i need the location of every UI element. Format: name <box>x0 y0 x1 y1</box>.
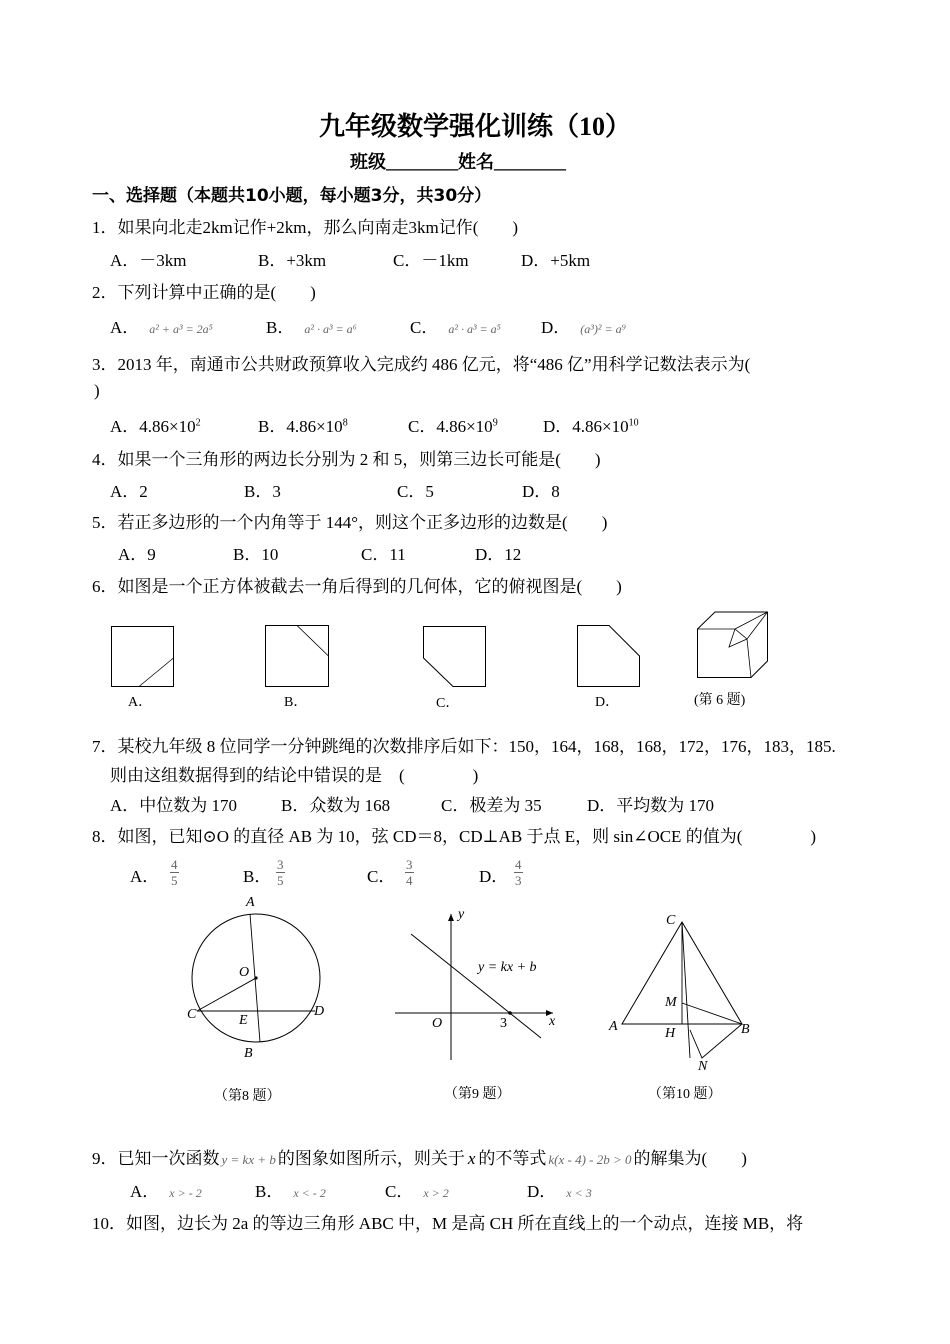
q6-option-c: C． <box>436 696 460 711</box>
q8-frac-c-den: 4 <box>406 873 413 888</box>
q8-frac-b-num: 3 <box>277 857 284 872</box>
fig8-center-point <box>254 976 257 979</box>
q8-frac-c <box>405 857 414 888</box>
section-heading: 一、选择题（本题共10小题，每小题3分，共30分） <box>92 186 492 206</box>
fig10-segment-bn <box>690 1024 742 1058</box>
q7-option-d: D．平均数为 170 <box>587 796 715 815</box>
q9-option-a-label: A． <box>130 1182 160 1201</box>
q10-stem: 10．如图，边长为 2a 的等边三角形 ABC 中，M 是高 CH 所在直线上的一个动点，连接 MB，将 <box>92 1214 804 1233</box>
q9-option-c-label: C． <box>385 1182 414 1201</box>
fig8-label-a: A <box>246 895 255 910</box>
q2-expr-b: a² · a³ = a⁶ <box>304 322 357 336</box>
q6-cube-figure <box>697 611 769 679</box>
q5-option-b: B．10 <box>233 545 279 564</box>
fig10-label-n: N <box>698 1059 708 1074</box>
fig10-label-b: B <box>741 1022 750 1037</box>
fig9-equation: y = kx + b <box>478 960 537 975</box>
q3-option-a <box>110 412 201 437</box>
q8-option-d: D． <box>479 867 509 886</box>
q6-option-a: A． <box>128 695 153 710</box>
fig10-segment-mb <box>682 1003 742 1024</box>
fig8-caption: （第8 题） <box>214 1089 281 1104</box>
q4-stem: 4．如果一个三角形的两边长分别为 2 和 5，则第三边长可能是( ) <box>92 450 601 469</box>
q8-option-a: A． <box>130 867 160 886</box>
fig10-label-a: A <box>609 1019 618 1034</box>
fig9-line <box>411 934 541 1038</box>
q5-option-a: A．9 <box>118 545 156 564</box>
q2-option-b <box>266 313 357 338</box>
q2-option-a <box>110 313 213 338</box>
q8-frac-d-den: 3 <box>515 873 522 888</box>
fig8-label-b: B <box>244 1046 253 1061</box>
q9-expr-b: x < - 2 <box>293 1186 326 1200</box>
q3-option-a-exp: 2 <box>195 417 201 429</box>
q9-stem-d: 的解集为( ) <box>633 1149 747 1168</box>
q5-option-c: C．11 <box>361 545 406 564</box>
q5-stem: 5．若正多边形的一个内角等于 144°，则这个正多边形的边数是( ) <box>92 513 608 532</box>
q7-stem: 7．某校九年级 8 位同学一分钟跳绳的次数排序后如下：150，164，168，168，172，176，183，185. <box>92 737 836 756</box>
q8-option-c: C． <box>367 867 396 886</box>
q4-option-c: C．5 <box>397 482 434 501</box>
q8-frac-d <box>514 857 523 888</box>
q9-expr-c: x > 2 <box>423 1186 449 1200</box>
q4-option-d: D．8 <box>522 482 560 501</box>
page-title: 九年级数学强化训练（10） <box>318 112 631 141</box>
q3-option-a-base: A．4.86×10 <box>110 417 196 436</box>
q2-option-d-label: D． <box>541 318 571 337</box>
q3-option-b-base: B．4.86×10 <box>258 417 343 436</box>
q6-caption: (第 6 题) <box>694 693 746 708</box>
class-label: 班级 <box>350 152 386 172</box>
q7-stem-cont: 则由这组数据得到的结论中错误的是 ( ) <box>110 766 479 785</box>
q8-frac-a-num: 4 <box>171 857 178 872</box>
q6-option-b: B． <box>284 695 308 710</box>
q2-expr-a: a² + a³ = 2a⁵ <box>149 322 213 336</box>
q9-stem-b: 的图象如图所示，则关于 <box>277 1149 465 1168</box>
q1-option-d: D．+5km <box>521 251 591 270</box>
q3-option-c-base: C．4.86×10 <box>408 417 493 436</box>
q8-frac-a <box>170 857 179 888</box>
class-name-line <box>350 148 566 174</box>
q3-option-b-exp: 8 <box>342 417 348 429</box>
q9-stem <box>92 1144 747 1169</box>
q2-option-a-label: A． <box>110 318 140 337</box>
fig9-intercept-point <box>508 1011 512 1015</box>
q1-option-b: B．+3km <box>258 251 327 270</box>
q2-expr-d: (a³)² = a⁹ <box>580 322 626 336</box>
fig10-label-h: H <box>665 1026 676 1041</box>
q8-frac-b <box>276 857 285 888</box>
fig9-label-y: y <box>458 907 465 922</box>
fig8-label-c: C <box>187 1007 197 1022</box>
q2-option-c <box>410 313 501 338</box>
q8-frac-c-num: 3 <box>406 857 413 872</box>
q3-option-d-exp: 10 <box>628 417 639 429</box>
fig9-label-x: x <box>549 1014 556 1029</box>
q3-option-d-base: D．4.86×10 <box>543 417 629 436</box>
q6-figure-c <box>423 626 487 688</box>
fig8-circle-diagram <box>190 910 326 1048</box>
q2-stem: 2．下列计算中正确的是( ) <box>92 283 316 302</box>
fig9-graph <box>395 912 560 1062</box>
q1-stem: 1．如果向北走2km记作+2km，那么向南走3km记作( ) <box>92 218 519 237</box>
fig8-label-d: D <box>314 1004 325 1019</box>
q7-option-b: B．众数为 168 <box>281 796 391 815</box>
q6-figure-b <box>265 625 330 688</box>
fig9-label-3: 3 <box>500 1016 507 1031</box>
q8-option-b: B． <box>243 867 272 886</box>
fig10-extension <box>682 922 690 1058</box>
q9-expr-d: x < 3 <box>566 1186 592 1200</box>
q3-option-d <box>543 412 639 437</box>
q2-expr-c: a² · a³ = a⁵ <box>448 322 501 336</box>
q4-option-a: A．2 <box>110 482 148 501</box>
q9-expr-1: y = kx + b <box>221 1152 276 1167</box>
fig8-segment-oc <box>197 978 256 1011</box>
q9-option-d <box>527 1177 592 1202</box>
q3-stem: 3．2013 年，南通市公共财政预算收入完成约 486 亿元，将“486 亿”用科学记数法表示为( <box>92 355 751 374</box>
q3-option-c-exp: 9 <box>492 417 498 429</box>
q8-stem: 8．如图，已知⊙O 的直径 AB 为 10，弦 CD＝8，CD⊥AB 于点 E，则 sin∠OCE 的值为( ) <box>92 827 817 846</box>
q3-stem-cont: ) <box>94 381 100 400</box>
q7-option-a: A．中位数为 170 <box>110 796 238 815</box>
q2-option-d <box>541 313 626 338</box>
fig9-caption: （第9 题） <box>444 1087 511 1102</box>
q9-expr-2: k(x - 4) - 2b > 0 <box>548 1152 632 1167</box>
q8-frac-b-den: 5 <box>277 873 284 888</box>
q8-frac-a-den: 5 <box>171 873 178 888</box>
fig9-label-o: O <box>432 1016 443 1031</box>
q5-option-d: D．12 <box>475 545 522 564</box>
fig10-label-c: C <box>666 913 676 928</box>
name-label: 姓名 <box>458 152 494 172</box>
q9-var: x <box>467 1149 476 1168</box>
q9-option-b <box>255 1177 326 1202</box>
q9-stem-c: 的不等式 <box>478 1149 547 1168</box>
q9-option-c <box>385 1177 449 1202</box>
fig10-label-m: M <box>665 995 677 1010</box>
fig10-triangle-diagram <box>618 918 758 1066</box>
fig9-y-arrow <box>448 914 454 921</box>
q3-option-b <box>258 412 348 437</box>
q6-figure-a <box>111 626 175 688</box>
name-blank: ________ <box>494 152 566 172</box>
q8-frac-d-num: 4 <box>515 857 522 872</box>
q1-option-c: C．－1km <box>393 251 469 270</box>
q2-option-b-label: B． <box>266 318 295 337</box>
q6-option-d: D． <box>595 695 620 710</box>
q1-option-a: A．－3km <box>110 251 187 270</box>
q9-option-b-label: B． <box>255 1182 284 1201</box>
class-blank: ________ <box>386 152 458 172</box>
fig8-label-e: E <box>239 1013 248 1028</box>
q9-stem-a: 9．已知一次函数 <box>92 1149 220 1168</box>
q9-expr-a: x > - 2 <box>169 1186 202 1200</box>
fig8-label-o: O <box>239 965 250 980</box>
q6-figure-d <box>577 625 641 688</box>
q3-option-c <box>408 412 498 437</box>
q7-option-c: C．极差为 35 <box>441 796 542 815</box>
q6-stem: 6．如图是一个正方体被截去一角后得到的几何体，它的俯视图是( ) <box>92 577 622 596</box>
fig10-caption: （第10 题） <box>648 1087 722 1102</box>
q2-option-c-label: C． <box>410 318 439 337</box>
q9-option-d-label: D． <box>527 1182 557 1201</box>
q4-option-b: B．3 <box>244 482 281 501</box>
q9-option-a <box>130 1177 202 1202</box>
